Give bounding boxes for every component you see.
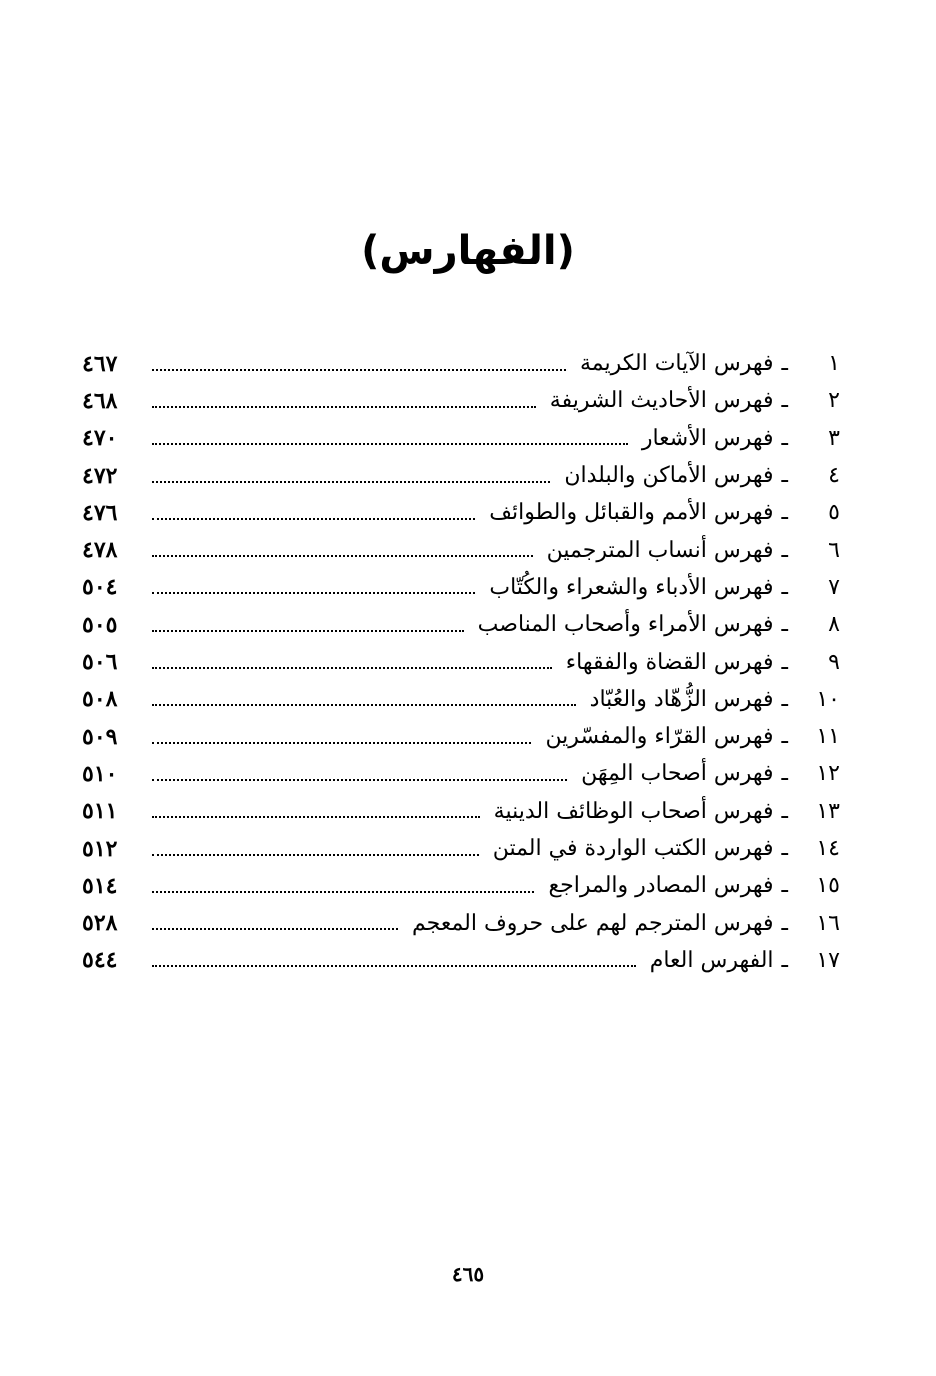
entry-number: ٩	[828, 649, 840, 675]
entry-separator: ـ	[781, 724, 788, 750]
entry-separator: ـ	[781, 947, 788, 973]
entry-number: ١٢	[816, 761, 840, 787]
dot-leader	[152, 704, 576, 706]
toc-entry[interactable]	[82, 718, 840, 755]
entry-title: فهرس الأدباء والشعراء والكُتّاب	[489, 574, 774, 600]
entry-title: فهرس الزُّهّاد والعُبّاد	[589, 686, 774, 712]
entry-separator: ـ	[781, 425, 788, 451]
table-of-contents	[82, 345, 840, 979]
entry-title: فهرس الأشعار	[641, 425, 774, 451]
entry-page-number: ٥٢٨	[82, 910, 118, 937]
entry-title: فهرس أصحاب المِهَن	[581, 761, 774, 787]
toc-entry[interactable]	[82, 382, 840, 419]
entry-separator: ـ	[781, 537, 788, 563]
entry-separator: ـ	[781, 612, 788, 638]
entry-number: ١٠	[816, 686, 840, 712]
dot-leader	[152, 630, 464, 632]
entry-page-number: ٥١١	[82, 798, 118, 825]
toc-entry[interactable]	[82, 420, 840, 457]
entry-title: فهرس الآيات الكريمة	[579, 351, 774, 377]
dot-leader	[152, 592, 475, 594]
entry-page-number: ٤٦٧	[82, 350, 118, 377]
entry-title: فهرس المترجم لهم على حروف المعجم	[411, 910, 774, 936]
entry-page-number: ٥١٢	[82, 835, 118, 862]
entry-number: ٣	[828, 425, 840, 451]
entry-number: ٢	[828, 388, 840, 414]
dot-leader	[152, 854, 479, 856]
dot-leader	[152, 779, 567, 781]
entry-page-number: ٤٧٦	[82, 499, 118, 526]
entry-number: ٤	[828, 463, 840, 489]
entry-separator: ـ	[781, 388, 788, 414]
entry-separator: ـ	[781, 873, 788, 899]
toc-entry[interactable]	[82, 942, 840, 979]
entry-separator: ـ	[781, 500, 788, 526]
entry-page-number: ٥٠٤	[82, 574, 118, 601]
entry-number: ٥	[828, 500, 840, 526]
entry-number: ١٧	[816, 947, 840, 973]
entry-separator: ـ	[781, 649, 788, 675]
entry-page-number: ٥٠٦	[82, 649, 118, 676]
entry-title: فهرس الأحاديث الشريفة	[549, 388, 774, 414]
entry-page-number: ٤٧٨	[82, 537, 118, 564]
toc-entry[interactable]	[82, 457, 840, 494]
entry-number: ١١	[816, 724, 840, 750]
dot-leader	[152, 481, 550, 483]
dot-leader	[152, 742, 531, 744]
entry-separator: ـ	[781, 686, 788, 712]
toc-entry[interactable]	[82, 569, 840, 606]
entry-page-number: ٥١٠	[82, 760, 118, 787]
entry-title: الفهرس العام	[649, 947, 774, 973]
toc-entry[interactable]	[82, 867, 840, 904]
toc-entry[interactable]	[82, 345, 840, 382]
entry-page-number: ٤٦٨	[82, 387, 118, 414]
entry-number: ٦	[828, 537, 840, 563]
entry-title: فهرس الكتب الواردة في المتن	[492, 836, 774, 861]
dot-leader	[152, 667, 552, 669]
toc-entry[interactable]	[82, 531, 840, 568]
entry-title: فهرس القضاة والفقهاء	[565, 649, 774, 675]
page-number: ٤٦٥	[451, 1262, 485, 1286]
entry-page-number: ٥٤٤	[82, 947, 118, 974]
entry-separator: ـ	[781, 836, 788, 861]
entry-title: فهرس القرّاء والمفسّرين	[545, 724, 774, 750]
toc-entry[interactable]	[82, 606, 840, 643]
entry-separator: ـ	[781, 798, 788, 824]
dot-leader	[152, 406, 536, 408]
dot-leader	[152, 555, 533, 557]
page-title: (الفهارس)	[361, 227, 575, 274]
dot-leader	[152, 369, 566, 371]
toc-entry[interactable]	[82, 830, 840, 867]
toc-entry[interactable]	[82, 904, 840, 941]
entry-separator: ـ	[781, 761, 788, 787]
entry-separator: ـ	[781, 463, 788, 489]
entry-title: فهرس الأماكن والبلدان	[564, 463, 774, 489]
entry-page-number: ٤٧٢	[82, 462, 118, 489]
entry-title: فهرس أصحاب الوظائف الدينية	[493, 798, 774, 824]
entry-number: ١	[828, 351, 840, 377]
entry-number: ١٥	[816, 873, 840, 899]
entry-number: ١٦	[816, 910, 840, 936]
entry-page-number: ٥١٤	[82, 872, 118, 899]
toc-entry[interactable]	[82, 494, 840, 531]
entry-title: فهرس المصادر والمراجع	[548, 873, 774, 899]
dot-leader	[152, 965, 636, 967]
entry-number: ١٤	[816, 836, 840, 861]
entry-page-number: ٥٠٩	[82, 723, 118, 750]
toc-entry[interactable]	[82, 643, 840, 680]
entry-page-number: ٤٧٠	[82, 425, 118, 452]
dot-leader	[152, 816, 480, 818]
dot-leader	[152, 518, 475, 520]
entry-number: ٧	[828, 574, 840, 600]
entry-separator: ـ	[781, 574, 788, 600]
entry-number: ٨	[828, 612, 840, 638]
dot-leader	[152, 928, 398, 930]
entry-title: فهرس أنساب المترجمين	[546, 537, 774, 563]
toc-entry[interactable]	[82, 793, 840, 830]
entry-page-number: ٥٠٨	[82, 686, 118, 713]
entry-title: فهرس الأمم والقبائل والطوائف	[489, 500, 774, 526]
entry-page-number: ٥٠٥	[82, 611, 118, 638]
entry-separator: ـ	[781, 351, 788, 377]
dot-leader	[152, 443, 628, 445]
entry-separator: ـ	[781, 910, 788, 936]
entry-number: ١٣	[816, 798, 840, 824]
toc-entry[interactable]	[82, 681, 840, 718]
entry-title: فهرس الأمراء وأصحاب المناصب	[477, 612, 774, 638]
dot-leader	[152, 891, 534, 893]
toc-entry[interactable]	[82, 755, 840, 792]
